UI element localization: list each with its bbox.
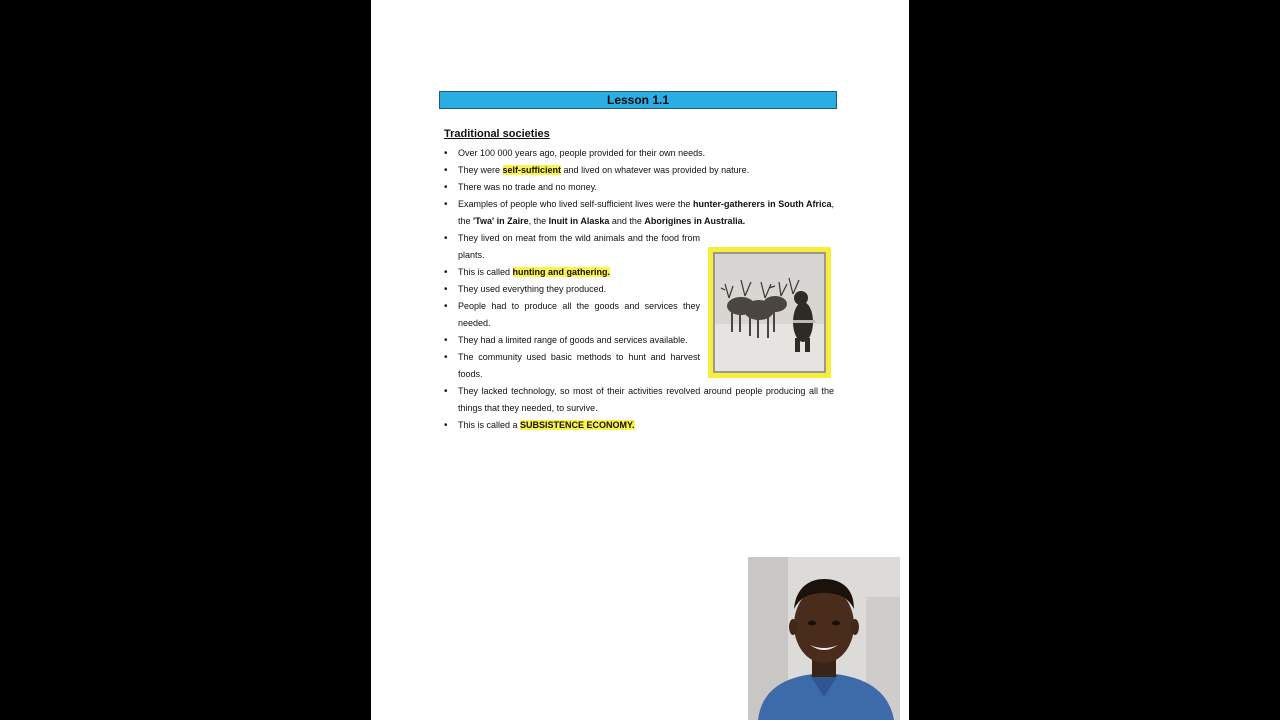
bullet-text: People had to produce all the goods and services they needed. xyxy=(458,301,700,328)
bullet-text: This is called a xyxy=(458,420,521,430)
bullet-text: , the xyxy=(528,216,549,226)
lesson-header-bar xyxy=(439,91,837,109)
reindeer-herder-photo xyxy=(713,252,826,373)
bullet-item xyxy=(444,230,700,264)
bold-term: Inuit in Alaska xyxy=(548,216,610,226)
bullet-item xyxy=(444,383,834,417)
bullet-text: Over 100 000 years ago, people provided for their own needs. xyxy=(458,148,706,158)
presenter-illustration xyxy=(748,557,900,720)
bullet-text: This is called xyxy=(458,267,513,277)
bullet-item xyxy=(444,281,700,298)
photo-frame xyxy=(708,247,831,378)
bullet-text: They used everything they produced. xyxy=(458,284,607,294)
bullet-item xyxy=(444,417,834,434)
bullet-text: and lived on whatever was provided by nature. xyxy=(561,165,750,175)
bullet-text: The community used basic methods to hunt and harvest foods. xyxy=(458,352,700,379)
presenter-webcam xyxy=(748,557,900,720)
bullet-text: , the xyxy=(458,199,835,226)
lesson-title: Lesson 1.1 xyxy=(606,93,670,107)
bullet-text: There was no trade and no money. xyxy=(458,182,597,192)
bullet-item xyxy=(444,196,834,230)
bullet-item xyxy=(444,264,700,281)
bold-term: Aborigines in Australia. xyxy=(644,216,746,226)
bullet-text: They lacked technology, so most of their activities revolved around people producing all the things that they needed, to survive. xyxy=(458,386,834,413)
bullet-text: and the xyxy=(609,216,645,226)
bullet-text: They had a limited range of goods and services available. xyxy=(458,335,688,345)
bold-term: hunter-gatherers in South Africa xyxy=(692,199,832,209)
bullet-item xyxy=(444,145,834,162)
bullet-text: Examples of people who lived self-sufficient lives were the xyxy=(458,199,693,209)
highlighted-term: SUBSISTENCE ECONOMY. xyxy=(520,420,635,430)
bullet-item xyxy=(444,162,834,179)
bullet-item xyxy=(444,332,700,349)
highlighted-term: self-sufficient xyxy=(502,165,562,175)
bullet-item xyxy=(444,298,700,332)
bullet-item xyxy=(444,349,700,383)
bold-term: 'Twa' in Zaire xyxy=(473,216,529,226)
reindeer-photo-illustration xyxy=(715,254,824,371)
bullet-text: They were xyxy=(458,165,503,175)
section-title: Traditional societies xyxy=(444,128,550,140)
highlighted-term: hunting and gathering. xyxy=(512,267,611,277)
bullet-item xyxy=(444,179,834,196)
bullet-text: They lived on meat from the wild animals and the food from plants. xyxy=(458,233,700,260)
